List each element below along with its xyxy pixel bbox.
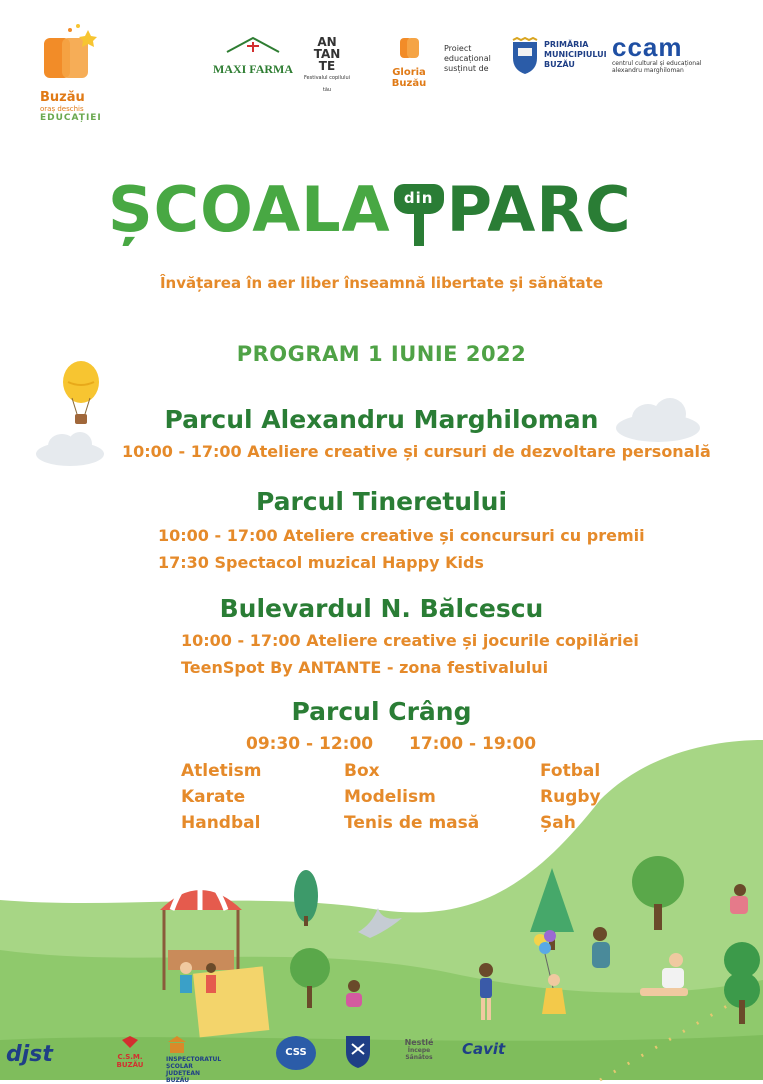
venue-tineretului-line: 10:00 - 17:00 Ateliere creative și concursuri cu premii bbox=[158, 526, 645, 545]
adult-sitting-icon bbox=[592, 927, 610, 968]
venue-tineretului-line: 17:30 Spectacol muzical Happy Kids bbox=[158, 553, 484, 572]
program-heading: PROGRAM 1 IUNIE 2022 bbox=[236, 342, 527, 366]
tree-icon bbox=[632, 856, 684, 930]
venue-marghiloman-line: 10:00 - 17:00 Ateliere creative și cursuri de dezvoltare personală bbox=[122, 442, 711, 461]
buzau-bb-icon bbox=[40, 22, 110, 82]
cloud-left-icon bbox=[32, 428, 108, 468]
title-word-parc: PARC bbox=[446, 173, 632, 246]
tree-icon bbox=[294, 870, 318, 926]
cavit-logo: Cavit bbox=[462, 1040, 506, 1058]
maxi-farma-roof-icon bbox=[223, 36, 283, 54]
market-stall-icon bbox=[160, 880, 269, 1037]
title-word-scoala: ȘCOALA bbox=[108, 173, 391, 246]
venue-marghiloman-title: Parcul Alexandru Marghiloman bbox=[164, 405, 599, 434]
proiect-text: Proiect educațional susținut de bbox=[444, 44, 491, 73]
adult-reading-icon bbox=[640, 953, 688, 996]
nestle-logo: Nestlé Începe Sănătos bbox=[404, 1038, 434, 1061]
buzau-tagline: oraș deschis bbox=[40, 105, 84, 113]
venue-tineretului-title: Parcul Tineretului bbox=[255, 487, 508, 516]
antante-logo: AN TAN TE Festivalul copilului tău bbox=[303, 35, 351, 93]
csm-logo: C.S.M. BUZĂU bbox=[108, 1034, 152, 1069]
venue-balcescu-line: 10:00 - 17:00 Ateliere creative și jocurile copilăriei bbox=[181, 631, 639, 650]
subtitle: Învățarea în aer liber înseamnă libertate și sănătate bbox=[159, 274, 604, 292]
sport-item: Tenis de masă bbox=[344, 813, 480, 833]
child-figure-icon bbox=[730, 884, 748, 914]
crang-slot-morning: 09:30 - 12:00 bbox=[246, 734, 374, 754]
isj-building-icon bbox=[166, 1034, 188, 1056]
tree-icon bbox=[724, 942, 760, 1024]
sport-item: Atletism bbox=[181, 761, 262, 781]
park-illustrations bbox=[0, 860, 763, 1040]
child-figure-icon bbox=[346, 980, 362, 1007]
crang-slot-evening: 17:00 - 19:00 bbox=[409, 734, 537, 754]
sport-item: Box bbox=[344, 761, 380, 781]
buzau-word: EDUCAȚIEI bbox=[40, 113, 102, 123]
maxi-farma-logo: MAXI FARMA bbox=[208, 36, 298, 77]
css-logo: CSS bbox=[276, 1036, 316, 1070]
primaria-logo: PRIMĂRIA MUNICIPIULUI BUZĂU bbox=[510, 38, 600, 80]
sport-item: Șah bbox=[540, 813, 576, 833]
coat-of-arms-icon bbox=[510, 38, 540, 76]
bird-icon bbox=[358, 908, 402, 938]
club-shield-icon bbox=[344, 1034, 372, 1070]
page-title bbox=[108, 168, 668, 252]
gloria-bb-icon bbox=[398, 36, 420, 60]
child-figure-icon bbox=[542, 974, 566, 1014]
isj-logo: INSPECTORATUL ȘCOLAR JUDEȚEAN BUZĂU bbox=[166, 1034, 236, 1084]
buzau-logo bbox=[40, 22, 110, 132]
sport-item: Handbal bbox=[181, 813, 261, 833]
venue-balcescu-title: Bulevardul N. Bălcescu bbox=[219, 594, 544, 623]
gloria-buzau-logo: Gloria Buzău bbox=[380, 36, 438, 89]
buzau-city: Buzău bbox=[40, 90, 85, 105]
sport-item: Modelism bbox=[344, 787, 436, 807]
sponsor-logos-bar bbox=[0, 1032, 763, 1084]
venue-crang-title: Parcul Crâng bbox=[291, 697, 472, 726]
csm-emblem-icon bbox=[120, 1034, 140, 1050]
venue-balcescu-line: TeenSpot By ANTANTE - zona festivalului bbox=[181, 658, 549, 677]
ccam-logo: ccam centrul cultural și educațional alexandru marghiloman bbox=[612, 32, 702, 74]
din-tree-icon: din bbox=[394, 174, 444, 244]
child-figure-icon bbox=[479, 963, 493, 1020]
tree-icon bbox=[290, 948, 330, 1008]
djst-logo: djst bbox=[6, 1042, 53, 1067]
sport-item: Karate bbox=[181, 787, 246, 807]
sport-item: Rugby bbox=[540, 787, 601, 807]
sport-item: Fotbal bbox=[540, 761, 601, 781]
